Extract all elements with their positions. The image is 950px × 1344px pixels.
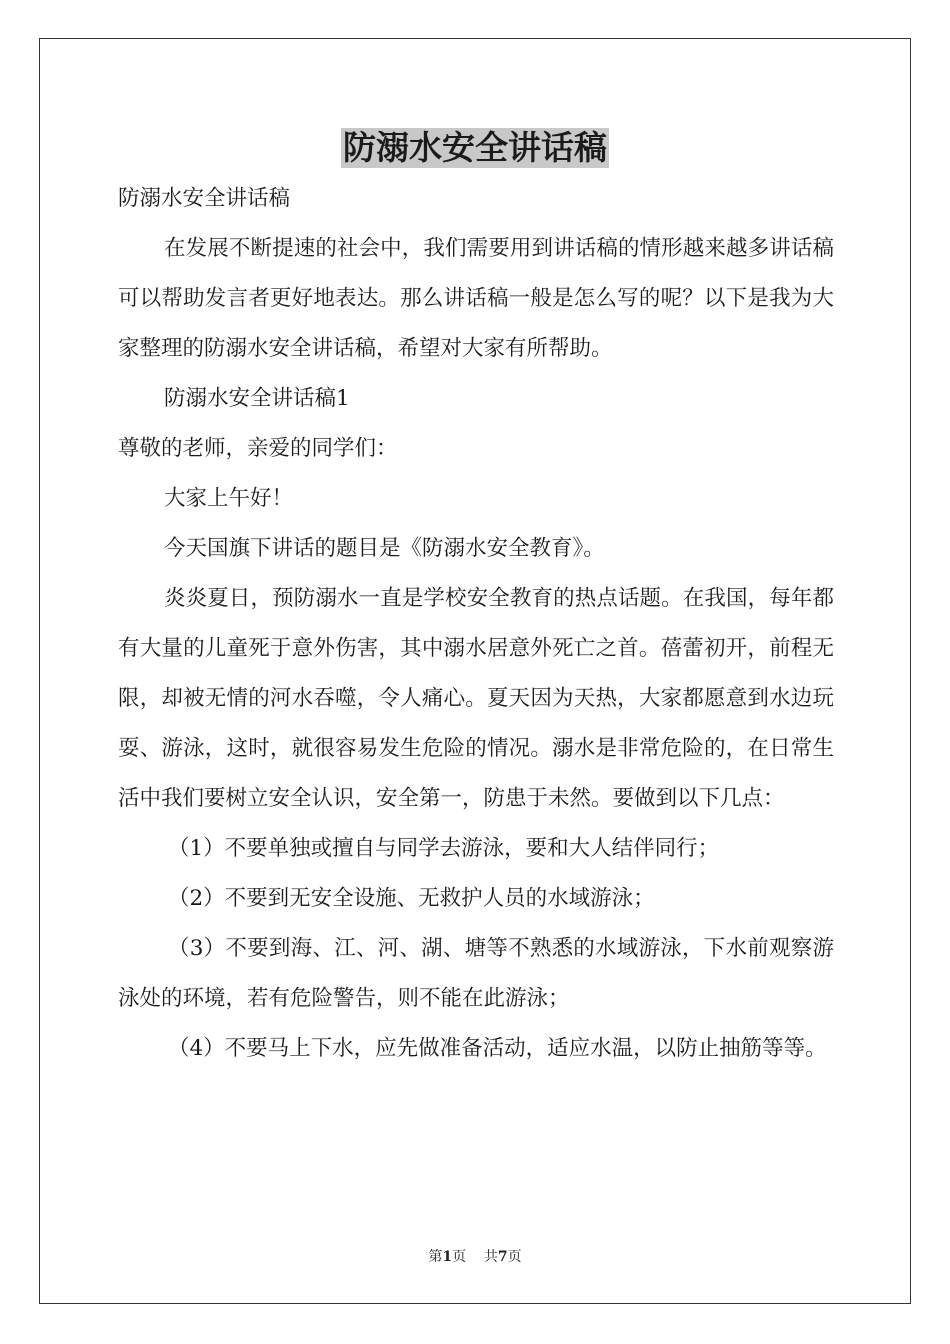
greeting: 大家上午好！ [164, 486, 294, 511]
section-heading: 防溺水安全讲话稿1 [164, 386, 350, 411]
rule-item-2: （2）不要到无安全设施、无救护人员的水域游泳； [168, 886, 655, 911]
title-container [0, 128, 950, 168]
rule-item-1: （1）不要单独或擅自与同学去游泳，要和大人结伴同行； [168, 836, 720, 861]
current-page-number: 1 [442, 1249, 453, 1265]
topic-paragraph: 今天国旗下讲话的题目是《防溺水安全教育》。 [164, 536, 605, 561]
document-title: 防溺水安全讲话稿 [343, 128, 607, 167]
total-page-count: 7 [497, 1249, 508, 1265]
rule-item-4: （4）不要马上下水，应先做准备活动，适应水温，以防止抽筋等等。 [168, 1036, 827, 1061]
page-prefix: 第 [428, 1249, 443, 1265]
total-prefix: 共 [483, 1249, 498, 1265]
document-body [118, 174, 834, 1074]
main-paragraph: 炎炎夏日，预防溺水一直是学校安全教育的热点话题。在我国，每年都有大量的儿童死于意外伤害，其中溺水居意外死亡之首。蓓蕾初开，前程无限，却被无情的河水吞噬，令人痛心。夏天因为天热，大家都愿意到水边玩耍、游泳，这时，就很容易发生危险的情况。溺水是非常危险的，在日常生活中我们要树立安全认识，安全第一，防患于未然。要做到以下几点： [118, 586, 834, 811]
subtitle-paragraph: 防溺水安全讲话稿 [118, 186, 291, 211]
salutation: 尊敬的老师，亲爱的同学们： [118, 436, 398, 461]
intro-paragraph: 在发展不断提速的社会中，我们需要用到讲话稿的情形越来越多讲话稿可以帮助发言者更好地表达。那么讲话稿一般是怎么写的呢？以下是我为大家整理的防溺水安全讲话稿，希望对大家有所帮助。 [118, 236, 834, 361]
rule-item-3: （3）不要到海、江、河、湖、塘等不熟悉的水域游泳，下水前观察游泳处的环境，若有危险警告，则不能在此游泳； [118, 936, 834, 1011]
total-suffix: 页 [507, 1249, 522, 1265]
page-suffix: 页 [452, 1249, 467, 1265]
page-footer [0, 1246, 950, 1266]
